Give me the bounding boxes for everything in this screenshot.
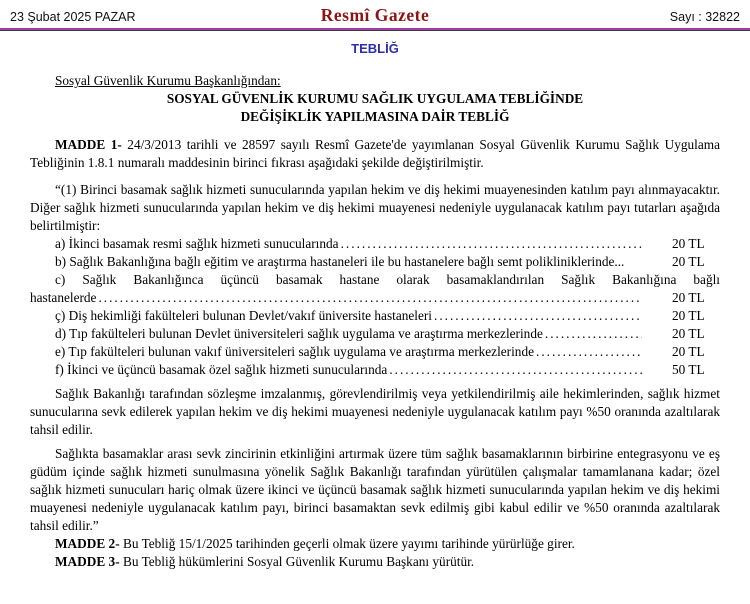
doc-title [30, 90, 720, 126]
article-2-paragraph [30, 535, 720, 553]
fee-item-text: d) Tıp fakülteleri bulunan Devlet üniversiteleri sağlık uygulama ve araştırma merkezlerinde [55, 326, 543, 341]
issuer-line: Sosyal Güvenlik Kurumu Başkanlığından: [55, 73, 281, 88]
fee-amount: 50 TL [672, 362, 705, 377]
fee-row [30, 253, 720, 271]
article-2-text: Bu Tebliğ 15/1/2025 tarihinden geçerli olmak üzere yayımı tarihinde yürürlüğe girer. [119, 536, 575, 551]
fee-row [30, 307, 720, 325]
article-1-paragraph [30, 136, 720, 172]
article-1-label: MADDE 1- [55, 137, 122, 152]
fee-list [30, 235, 720, 379]
header-date: 23 Şubat 2025 PAZAR [10, 10, 136, 24]
fee-row [30, 343, 720, 361]
referral-chain-paragraph: Sağlıkta basamaklar arası sevk zincirinin etkinliğini artırmak üzere tüm sağlık basamaklarının birbirine entegrasyonu ve eş güdüm içinde sağlık hizmeti sunulmasına yönelik Sağlık Bakanlığı tarafından yürütülen çalışmalar tamamlanana kadar; özel sağlık hizmeti sunucuları hariç olmak üzere ikinci ve üçüncü basamak sağlık hizmeti sunucularında yapılan hekim ve diş hekimi muayenesi nedeniyle uygulanacak katılım payı, birinci basamaktan sevk edilmiş gibi kabul edilir ve %50 oranında azaltılarak tahsil edilir.” [30, 446, 720, 533]
dot-leader [545, 325, 642, 343]
fee-row [30, 289, 720, 307]
dot-leader [389, 361, 642, 379]
fee-amount: 20 TL [672, 326, 705, 341]
fee-amount: 20 TL [672, 290, 705, 305]
family-physician-paragraph: Sağlık Bakanlığı tarafından sözleşme imzalanmış, görevlendirilmiş veya yetkilendirilmiş aile hekimlerinden, sağlık hizmet sunucularına sevk edilerek yapılan hekim ve diş hekimi muayenesi nedeniyle uygulanacak katılım payı %50 oranında azaltılarak tahsil edilir. [30, 386, 720, 437]
article-3-label: MADDE 3- [55, 554, 120, 569]
header-rule [0, 28, 750, 31]
fee-row [30, 235, 720, 253]
gazette-title: Resmî Gazete [320, 5, 430, 25]
header-rule-bottom [0, 30, 750, 31]
fee-amount: 20 TL [672, 344, 705, 359]
dot-leader [98, 289, 642, 307]
quote-paragraph: “(1) Birinci basamak sağlık hizmeti sunucularında yapılan hekim ve diş hekimi muayenesinden katılım payı alınmayacaktır. Diğer sağlık hizmeti sunucularında yapılan hekim ve diş hekimi muayenesi nedeniyle uygulanacak katılım payı tutarları aşağıda belirtilmiştir: [30, 182, 720, 233]
fee-item-text: c) Sağlık Bakanlığınca üçüncü basamak hastane olarak basamaklandırılan Sağlık Bakanlığına bağlı [55, 272, 720, 287]
fee-item-text: ç) Diş hekimliği fakülteleri bulunan Devlet/vakıf üniversite hastaneleri [55, 308, 432, 323]
fee-amount: 20 TL [672, 236, 705, 251]
article-2-label: MADDE 2- [55, 536, 120, 551]
gazette-header [0, 0, 750, 28]
fee-item-text: b) Sağlık Bakanlığına bağlı eğitim ve araştırma hastaneleri ile bu hastanelere bağlı semt polikliniklerinde... [55, 254, 625, 269]
section-heading: TEBLİĞ [351, 41, 399, 56]
document-body [0, 72, 750, 571]
fee-row [30, 361, 720, 379]
fee-row [30, 271, 720, 289]
doc-title-line2: DEĞİŞİKLİK YAPILMASINA DAİR TEBLİĞ [240, 109, 510, 124]
dot-leader [536, 343, 642, 361]
article-1-text: 24/3/2013 tarihli ve 28597 sayılı Resmî Gazete'de yayımlanan Sosyal Güvenlik Kurumu Sağlık Uygulama Tebliğinin 1.8.1 numaralı maddesinin birinci fıkrası aşağıdaki şekilde değiştirilmiştir. [30, 137, 720, 170]
fee-amount: 20 TL [672, 308, 705, 323]
issue-number: Sayı : 32822 [669, 10, 740, 24]
article-3-text: Bu Tebliğ hükümlerini Sosyal Güvenlik Kurumu Başkanı yürütür. [119, 554, 475, 569]
dot-leader [434, 307, 642, 325]
dot-leader [341, 235, 642, 253]
article-3-paragraph [30, 553, 720, 571]
fee-item-text: a) İkinci basamak resmi sağlık hizmeti sunucularında [55, 236, 339, 251]
fee-row [30, 325, 720, 343]
fee-item-text: hastanelerde [30, 290, 97, 305]
doc-title-line1: SOSYAL GÜVENLİK KURUMU SAĞLIK UYGULAMA TEBLİĞİNDE [166, 91, 584, 106]
fee-item-text: e) Tıp fakülteleri bulunan vakıf üniversiteleri sağlık uygulama ve araştırma merkezlerinde [55, 344, 534, 359]
fee-item-text: f) İkinci ve üçüncü basamak özel sağlık hizmeti sunucularında [55, 362, 388, 377]
fee-amount: 20 TL [672, 254, 705, 269]
